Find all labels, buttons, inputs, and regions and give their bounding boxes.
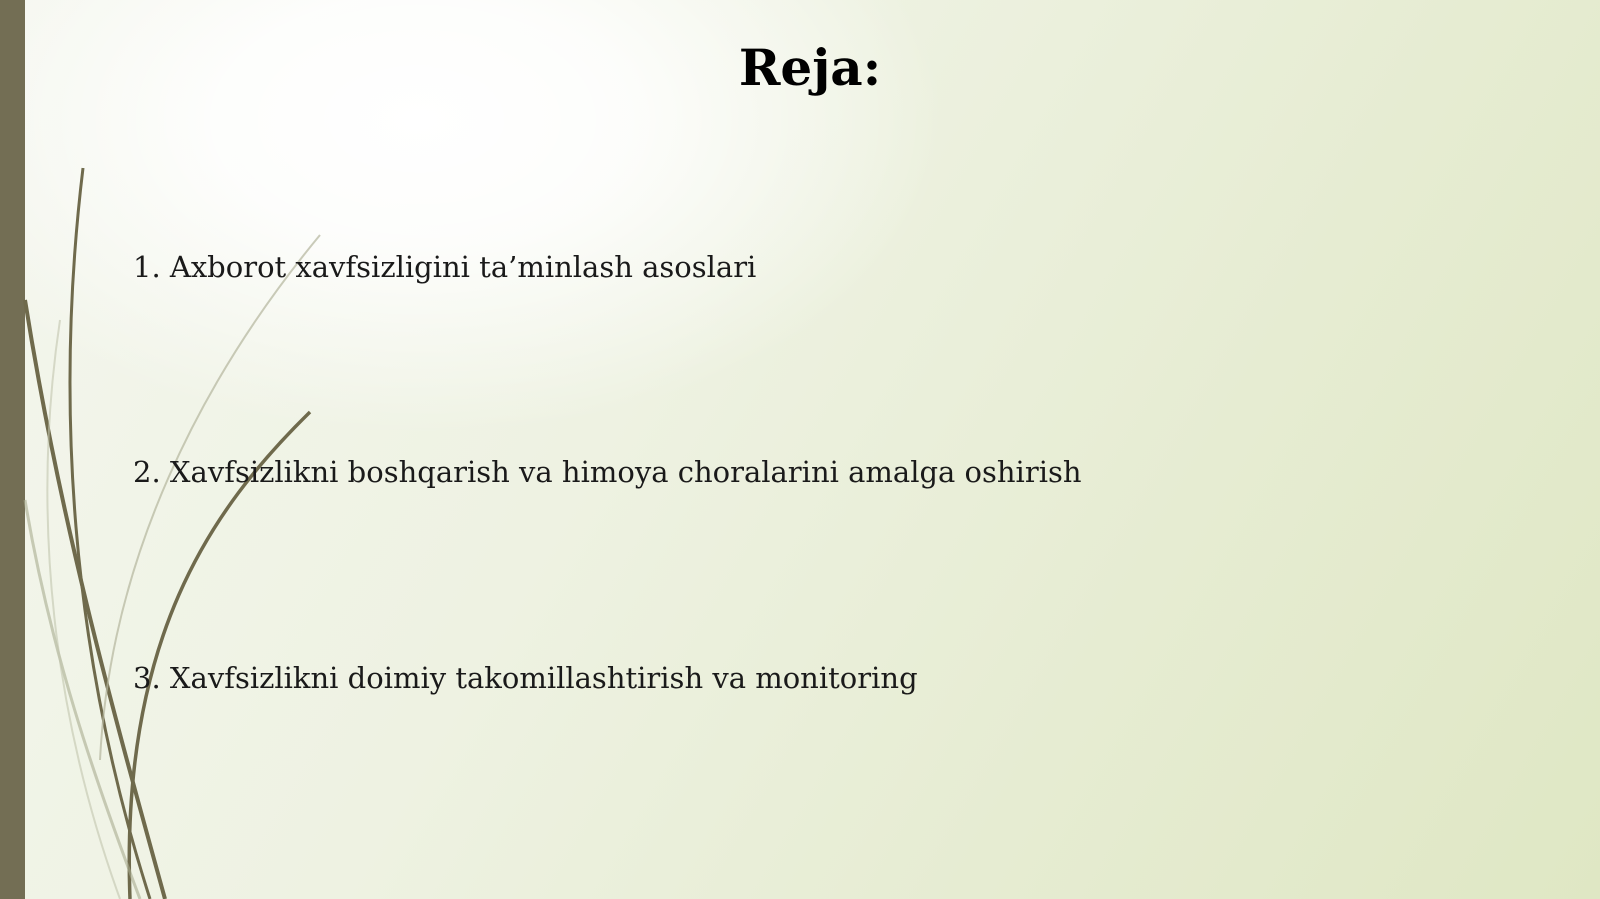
left-accent-bar	[0, 0, 25, 899]
slide-title: Reja:	[738, 38, 882, 97]
grass-blade-5	[25, 500, 140, 899]
grass-decoration	[0, 0, 360, 899]
plan-item-1: 1. Axborot xavfsizligini ta’minlash asoslari	[133, 250, 757, 284]
grass-blade-1	[25, 300, 165, 899]
plan-item-3: 3. Xavfsizlikni doimiy takomillashtirish va monitoring	[133, 661, 918, 695]
grass-blade-6	[47, 320, 120, 899]
plan-item-2: 2. Xavfsizlikni boshqarish va himoya choralarini amalga oshirish	[133, 455, 1082, 489]
